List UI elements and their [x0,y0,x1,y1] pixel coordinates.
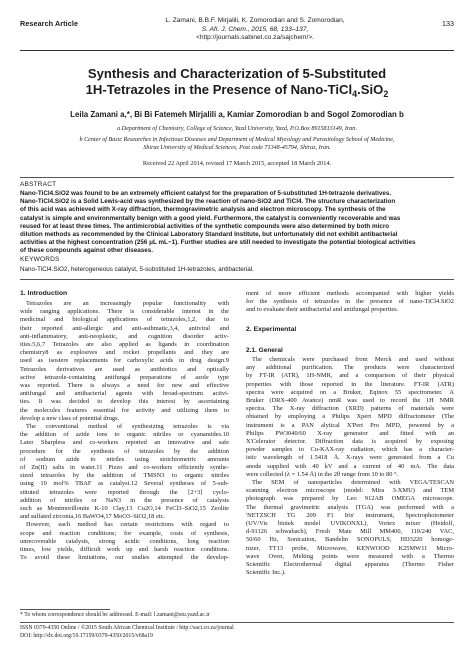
body-line: anode supplied with 40 kV and a current of 40 mA. The data [246,462,454,470]
body-line: stituted tetrazoles were reported through the [2+3] cyclo- [20,488,229,496]
body-line: was reported. There is always a need for new and effective [20,382,229,390]
body-line: spectra were acquired on a Bruker, Eqinox 55 spectrometer. A [246,388,454,396]
body-line: ties. It was decided to develop this interest by ascertaining [20,398,229,406]
intro-continued [246,290,454,315]
citation-line: S. Afr. J. Chem., 2015, 68, 133–137, [201,25,309,33]
body-line: instrument is a PAN alytical X'Pert Pro MPD, powered by a [246,421,454,429]
general-body [246,356,454,577]
body-line: Scientific Inc.). [246,569,286,577]
affiliation-line: a Department of Chemistry, College of Science, Yazd University, Yazd, P.O.Box 8915813149, Iran. [117,126,357,132]
body-line: (UV/Vis biotek model UVIKONXL), Vortex mixer (Heidolf, [246,520,454,528]
footer-doi-link[interactable]: DOI: http://dx.doi.org/10.17159/0379-4350/2015/v68a19 [20,632,153,639]
abstract-line: of these compounds against other diseases. [20,247,153,255]
body-line: procedure for the synthesis of tetrazoles by the addition [20,447,229,455]
body-line: develop a new class of potential drugs. [20,414,120,422]
body-line: of Zn(II) salts in water.11 Pizzo and co-workers efficiently synthe- [20,464,229,472]
body-line: obtained by employing a Philips Xpert MPD diffractometer (The [246,413,454,421]
abstract-line: Nano-TiCl4.SiO2 is a Solid Lewis-acid was synthesized by the reaction of nano-SiO2 and TiCl4. The structure characterization [20,198,396,206]
abstract-top-divider [20,177,454,178]
subsection-heading-general: 2.1. General [246,347,283,354]
citation-line: L. Zamani, B.B.F. Mirjalili, K. Zomorodian and S. Zomorodian, [165,17,345,24]
body-line: Bruker (DRX-400 Avance) nmR was used to record the 1H NMR [246,397,454,405]
body-line: antifungal and antibacterial agents with broad-spectrum activi- [20,390,229,398]
body-line: their reported anti-allergic and anti-asthmatic,3,4, antiviral and [20,324,229,332]
body-line: Later Sharpless and co-workers reported an innovative and safe [20,439,229,447]
keywords-divider [20,279,454,280]
body-line: and to evaluate their antibacterial and antifungal properties. [246,306,399,314]
title-subscript: 4 [352,89,358,100]
body-line: X'Celerator detector. Diffraction data is acquired by exposing [246,438,454,446]
body-line: properties with those reported in the literature. FT-IR (ATR) [246,380,454,388]
affiliation-line: b Center of Basic Researches in Infectious Diseases and Department of Medical Mycology and Parasitology School of Medicine, [79,137,395,143]
section-label: Research Article [20,19,79,28]
body-line: the addition of azide ions to organic nitriles or cyanamides.10 [20,431,229,439]
title-line [20,82,454,99]
keywords-text [20,266,454,274]
body-line: times, low yields, difficult work up and harsh reaction conditions. [20,546,229,554]
section-heading-experimental: 2. Experimental [246,326,297,333]
footnote-divider [20,609,110,610]
abstract-line: of this acid was achieved with X-ray diffraction, thermogravimetric analysis and electron microscopy. The synthesis of the [20,206,386,214]
abstract-line: reused for at least three times. The antimicrobial activities of the synthetic compounds were also determined by both micro [20,222,390,230]
author-list: Leila Zamani a,*, Bi Bi Fatemeh Mirjalili a, Kamiar Zomorodian b and Sogol Zomorodian b [70,110,404,119]
body-line: Tetrazoles derivatives are used as antibiotics and optically [20,365,229,373]
abstract-line: activities at the highest concentration (256 μL mL−1). Further studies are still needed to investigate the potential biological activities [20,239,416,247]
body-line: powder samples to Cu-KAX-ray radiation, which has a character- [246,446,454,454]
keywords-line: Nano-TiCl4.SiO2, heterogeneous catalyst, 5-substituted 1H-tetrazoles, antibacterial. [20,266,254,273]
body-line: 50/60 Hz, Sonication, Bandelin SONOPULS, HD3220 homoge- [246,536,454,544]
page-footer [20,625,234,640]
section-heading-introduction: 1. Introduction [20,290,68,297]
header-divider [20,50,454,51]
title-subscript: 2 [383,89,389,100]
introduction-body [20,300,229,563]
body-line: medicinal and biological applications of tetrazoles,1,2, due to [20,316,229,324]
body-line: anti-inflammatory, anti-neoplastic, and cognition disorder activ- [20,332,229,340]
body-line: unrecoverable catalysts, strong acidic conditions, long reaction [20,537,229,545]
body-line: Philips PW3040/60 X-ray generator and fitted with an [246,429,454,437]
body-line: such as Montmorillonite K-10 Clay,13 Cu2O,14 FeCl3–SiO2,15 Zeolite [20,505,229,513]
body-line: Scientific Electrothermal digital apparatus (Thermo Fisher [246,561,454,569]
body-line: Tetrazoles are an increasingly popular functionality with [26,300,229,307]
body-line: active tetrazole-containing antifungal preparations of azole type [20,373,229,381]
body-line: spectra. The X-ray diffraction (XRD) patterns of materials were [246,405,454,413]
footer-issn: ISSN 0379-4350 Online / ©2015 South African Chemical Institute / http://saci.co.za/journal [20,625,234,631]
body-line: istic wavelength of 1.5418 Å. X-rays were generated from a Cu [246,454,454,462]
affiliation-b [26,137,448,153]
body-line: ment of more efficient methods accompanied with higher yields [246,290,454,297]
body-line: The conventional method of synthesizing tetrazoles is via [26,423,229,431]
body-line: However, each method has certain restrictions with regard to [26,521,229,529]
article-title [20,66,454,99]
title-text: 1H-Tetrazoles in the Presence of Nano-TiCl [85,82,353,98]
page-number: 133 [442,19,454,28]
body-line: ities.5,6,7 Tetrazoles are also applied as ligands in coordination [20,341,229,349]
body-line: any additional purification. The products were characterized [246,364,454,372]
abstract-line: Nano-TiCl4.SiO2 was found to be an extremely efficient catalyst for the preparation of 5-substituted 1H-tetrazole derivatives. [20,190,392,197]
body-line: addition of nitriles or NaN3 in the presence of catalysts [20,496,229,504]
citation-header [130,17,380,43]
body-line: 'NETZSCH TG 209 F1 Iris' instrument, Spectrophotometer [246,511,454,519]
body-line: photograph was prepared by Leo 912AB OMEGA microscope. [246,495,454,503]
body-line: used as isostere replacements for carboxylic acids in drug design.9 [20,357,229,365]
footer-divider [20,622,454,623]
received-dates: Received 22 April 2014, revised 17 March 2015, accepted 18 March 2014. [142,160,332,167]
body-line: and sulfated zirconia,16 BaWO4,17 MoO3–SiO2,18 etc. [20,513,165,521]
body-line: by FT-IR (ATR), 1H-NMR, and a comparison of their physical [246,372,454,380]
journal-url-link[interactable]: <http://journals.sabinet.co.za/sajchem/>. [195,34,315,42]
body-line: The SEM of nanoparticles determined with VEGA/TESCAN [252,479,454,487]
body-line: wave Oven, Melting points were measured with a Thermo [246,552,454,560]
body-line: scope and reaction conditions; for example, costs of synthesis, [20,529,229,537]
body-line: To avoid these limitations, our studies attempted the develop- [20,554,229,562]
abstract-label: ABSTRACT [20,181,57,188]
abstract-line: dilution methods as recommended by the Clinical Laboratory Standard Institute, but unfortunately did not exhibit antibacterial [20,231,398,239]
body-line: nizer, TT13 probe, Microwave, KENWOOD K25MW11 Micro- [246,544,454,552]
title-line: Synthesis and Characterization of 5-Substituted [87,66,387,81]
correspondence-footnote: * To whom correspondence should be addressed. E-mail: l.zamani@stu.yazd.ac.ir [20,612,210,618]
body-line: scanning electron microscope (model: Mira 3-XMU) and TEM [246,487,454,495]
abstract-body [20,190,454,256]
body-line: sized tetrazoles by the addition of TMSN3 to organic nitriles [20,472,229,480]
affiliation-a [26,126,448,134]
body-line: The chemicals were purchased from Merck and used without [252,356,454,363]
body-line: chemistry8 as explosives and rocket propellants and they are [20,349,229,357]
body-line: of sodium azide to nitriles using stoichiometric amounts [20,455,229,463]
affiliation-line: Shiraz University of Medical Sciences, Post code 71348-45794, Shiraz, Iran. [143,144,331,151]
body-line: using 10 mol% TBAF as catalyst.12 Several syntheses of 5-sub- [20,480,229,488]
body-line: the molecules features essential for activity and utilizing them to [20,406,229,414]
title-text: .SiO [357,82,384,98]
body-line: wide ranging applications. There is considerable interest in the [20,308,229,316]
body-line: for the synthesis of tetrazoles in the presence of nano-TiCl4.SiO2 [246,298,454,306]
abstract-line: catalyst is simple and environmentally benign with a good yield. Furthermore, the catalyst is conveniently recoverable and was [20,214,401,222]
body-line: were collected (λ = 1.54 Å) in the 2θ range from 10 to 80 °. [246,470,399,478]
body-line: d-91126 schwabach), Fresh Mate Mill MM400, 110/240 VAC, [246,528,454,536]
body-line: The thermal gravimetric analysis (TGA) was performed with a [246,503,454,511]
keywords-label: KEYWORDS [20,256,60,263]
